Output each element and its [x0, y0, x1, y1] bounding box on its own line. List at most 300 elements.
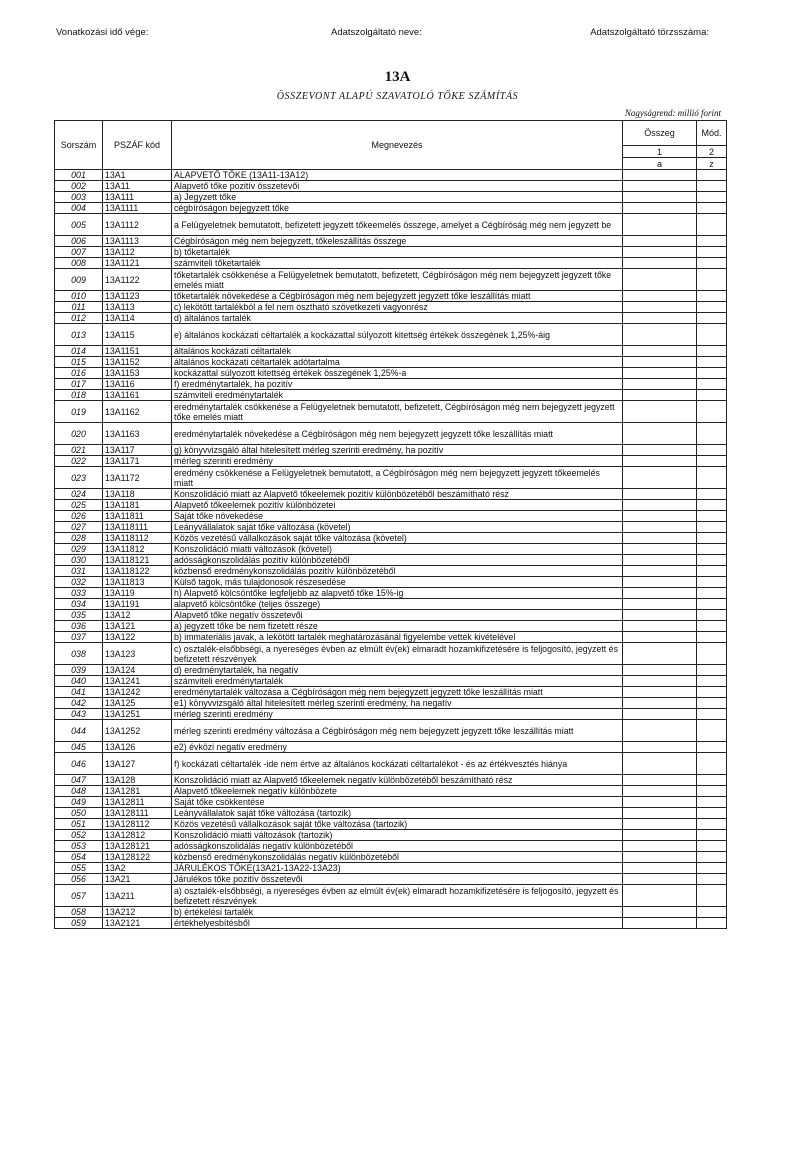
- row-amount-cell[interactable]: [623, 313, 697, 324]
- row-modification-cell[interactable]: [697, 742, 727, 753]
- row-amount-cell[interactable]: [623, 885, 697, 907]
- table-row: [55, 830, 727, 841]
- row-name: Alapvető tőkeelemek pozitív különbözetei: [172, 500, 623, 511]
- row-amount-cell[interactable]: [623, 445, 697, 456]
- row-modification-cell[interactable]: [697, 544, 727, 555]
- row-amount-cell[interactable]: [623, 423, 697, 445]
- table-row: [55, 676, 727, 687]
- row-modification-cell[interactable]: [697, 841, 727, 852]
- row-pszaf-code: 13A11812: [103, 544, 172, 555]
- table-row: [55, 852, 727, 863]
- table-row: [55, 522, 727, 533]
- table-row: [55, 709, 727, 720]
- row-modification-cell[interactable]: [697, 577, 727, 588]
- row-amount-cell[interactable]: [623, 203, 697, 214]
- row-modification-cell[interactable]: [697, 445, 727, 456]
- row-modification-cell[interactable]: [697, 588, 727, 599]
- row-amount-cell[interactable]: [623, 214, 697, 236]
- row-pszaf-code: 13A11811: [103, 511, 172, 522]
- table-row: [55, 269, 727, 291]
- row-number: 055: [55, 863, 103, 874]
- table-row: [55, 775, 727, 786]
- row-name: tőketartalék növekedése a Cégbíróságon még nem bejegyzett jegyzett tőke leszállítás miatt: [172, 291, 623, 302]
- table-row: [55, 621, 727, 632]
- row-modification-cell[interactable]: [697, 401, 727, 423]
- row-pszaf-code: 13A1181: [103, 500, 172, 511]
- row-modification-cell[interactable]: [697, 456, 727, 467]
- row-name: Konszolidáció miatt az Alapvető tőkeelemek pozitív különbözetéből beszámítható rész: [172, 489, 623, 500]
- table-row: [55, 214, 727, 236]
- row-amount-cell[interactable]: [623, 599, 697, 610]
- row-number: 025: [55, 500, 103, 511]
- row-pszaf-code: 13A1153: [103, 368, 172, 379]
- table-row: [55, 247, 727, 258]
- row-modification-cell[interactable]: [697, 863, 727, 874]
- page-header: [56, 27, 709, 41]
- row-modification-cell[interactable]: [697, 632, 727, 643]
- row-name: számviteli eredménytartalék: [172, 676, 623, 687]
- row-modification-cell[interactable]: [697, 874, 727, 885]
- row-amount-cell[interactable]: [623, 742, 697, 753]
- row-amount-cell[interactable]: [623, 346, 697, 357]
- row-name: értékhelyesbítésből: [172, 918, 623, 929]
- row-amount-cell[interactable]: [623, 291, 697, 302]
- row-pszaf-code: 13A212: [103, 907, 172, 918]
- row-pszaf-code: 13A121: [103, 621, 172, 632]
- row-name: Saját tőke csökkentése: [172, 797, 623, 808]
- row-modification-cell[interactable]: [697, 170, 727, 181]
- row-modification-cell[interactable]: [697, 489, 727, 500]
- header-mod-num: 2: [697, 146, 727, 158]
- row-amount-cell[interactable]: [623, 324, 697, 346]
- table-row: [55, 566, 727, 577]
- row-number: 043: [55, 709, 103, 720]
- row-number: 019: [55, 401, 103, 423]
- row-pszaf-code: 13A1252: [103, 720, 172, 742]
- row-modification-cell[interactable]: [697, 368, 727, 379]
- row-amount-cell[interactable]: [623, 357, 697, 368]
- row-modification-cell[interactable]: [697, 808, 727, 819]
- row-amount-cell[interactable]: [623, 588, 697, 599]
- row-number: 006: [55, 236, 103, 247]
- row-pszaf-code: 13A112: [103, 247, 172, 258]
- row-number: 034: [55, 599, 103, 610]
- table-row: [55, 698, 727, 709]
- row-pszaf-code: 13A1151: [103, 346, 172, 357]
- row-name: a) Jegyzett tőke: [172, 192, 623, 203]
- header-mod: Mód.: [697, 121, 727, 146]
- row-name: Konszolidáció miatt az Alapvető tőkeelemek negatív különbözetéből beszámítható rész: [172, 775, 623, 786]
- row-amount-cell[interactable]: [623, 247, 697, 258]
- table-row: [55, 203, 727, 214]
- table-row: [55, 357, 727, 368]
- row-pszaf-code: 13A1112: [103, 214, 172, 236]
- row-name: cégbíróságon bejegyzett tőke: [172, 203, 623, 214]
- row-modification-cell[interactable]: [697, 324, 727, 346]
- header-osszeg-letter: a: [623, 158, 697, 170]
- row-pszaf-code: 13A1172: [103, 467, 172, 489]
- row-number: 037: [55, 632, 103, 643]
- row-modification-cell[interactable]: [697, 291, 727, 302]
- row-name: b) értékelési tartalék: [172, 907, 623, 918]
- row-amount-cell[interactable]: [623, 907, 697, 918]
- table-row: [55, 379, 727, 390]
- row-number: 023: [55, 467, 103, 489]
- row-number: 003: [55, 192, 103, 203]
- table-row: [55, 236, 727, 247]
- table-row: [55, 797, 727, 808]
- row-modification-cell[interactable]: [697, 797, 727, 808]
- row-pszaf-code: 13A115: [103, 324, 172, 346]
- row-pszaf-code: 13A114: [103, 313, 172, 324]
- row-name: számviteli eredménytartalék: [172, 390, 623, 401]
- row-modification-cell[interactable]: [697, 830, 727, 841]
- row-amount-cell[interactable]: [623, 643, 697, 665]
- row-amount-cell[interactable]: [623, 676, 697, 687]
- row-pszaf-code: 13A116: [103, 379, 172, 390]
- row-modification-cell[interactable]: [697, 269, 727, 291]
- table-row: [55, 401, 727, 423]
- row-number: 042: [55, 698, 103, 709]
- row-modification-cell[interactable]: [697, 698, 727, 709]
- table-row: [55, 720, 727, 742]
- row-modification-cell[interactable]: [697, 522, 727, 533]
- row-pszaf-code: 13A111: [103, 192, 172, 203]
- table-row: [55, 368, 727, 379]
- row-name: adósságkonszolidálás pozitív különbözetéből: [172, 555, 623, 566]
- row-modification-cell[interactable]: [697, 599, 727, 610]
- row-pszaf-code: 13A1161: [103, 390, 172, 401]
- row-modification-cell[interactable]: [697, 775, 727, 786]
- row-modification-cell[interactable]: [697, 423, 727, 445]
- header-megnevezes: Megnevezés: [172, 121, 623, 170]
- row-amount-cell[interactable]: [623, 698, 697, 709]
- table-row: [55, 819, 727, 830]
- table-row: [55, 302, 727, 313]
- row-name: Konszolidáció miatti változások (tartozik): [172, 830, 623, 841]
- row-pszaf-code: 13A119: [103, 588, 172, 599]
- row-amount-cell[interactable]: [623, 522, 697, 533]
- row-pszaf-code: 13A2121: [103, 918, 172, 929]
- row-modification-cell[interactable]: [697, 302, 727, 313]
- row-name: általános kockázati céltartalék: [172, 346, 623, 357]
- row-number: 051: [55, 819, 103, 830]
- table-row: [55, 918, 727, 929]
- row-pszaf-code: 13A118: [103, 489, 172, 500]
- row-name: számviteli tőketartalék: [172, 258, 623, 269]
- row-number: 044: [55, 720, 103, 742]
- row-number: 045: [55, 742, 103, 753]
- table-body: [55, 170, 727, 929]
- row-name: d) általános tartalék: [172, 313, 623, 324]
- row-amount-cell[interactable]: [623, 467, 697, 489]
- row-amount-cell[interactable]: [623, 368, 697, 379]
- row-name: c) osztalék-elsőbbségi, a nyereséges évben az elmúlt év(ek) elmaradt hozamkifizetésére is feljogosító, jegyzett és befizetett részvények: [172, 643, 623, 665]
- row-amount-cell[interactable]: [623, 302, 697, 313]
- row-number: 028: [55, 533, 103, 544]
- row-pszaf-code: 13A1163: [103, 423, 172, 445]
- row-pszaf-code: 13A118112: [103, 533, 172, 544]
- row-name: Járulékos tőke pozitív összetevői: [172, 874, 623, 885]
- row-amount-cell[interactable]: [623, 390, 697, 401]
- row-name: Alapvető tőke pozitív összetevői: [172, 181, 623, 192]
- row-pszaf-code: 13A1251: [103, 709, 172, 720]
- row-pszaf-code: 13A12812: [103, 830, 172, 841]
- row-modification-cell[interactable]: [697, 687, 727, 698]
- row-amount-cell[interactable]: [623, 786, 697, 797]
- table-row: [55, 808, 727, 819]
- row-pszaf-code: 13A1113: [103, 236, 172, 247]
- row-amount-cell[interactable]: [623, 918, 697, 929]
- row-name: adósságkonszolidálás negatív különbözetéből: [172, 841, 623, 852]
- row-amount-cell[interactable]: [623, 863, 697, 874]
- row-modification-cell[interactable]: [697, 236, 727, 247]
- row-number: 008: [55, 258, 103, 269]
- row-name: h) Alapvető kölcsöntőke legfeljebb az alapvető tőke 15%-ig: [172, 588, 623, 599]
- row-number: 038: [55, 643, 103, 665]
- row-amount-cell[interactable]: [623, 577, 697, 588]
- row-name: e1) könyvvizsgáló által hitelesített mérleg szerinti eredmény, ha negatív: [172, 698, 623, 709]
- row-amount-cell[interactable]: [623, 500, 697, 511]
- row-modification-cell[interactable]: [697, 709, 727, 720]
- row-pszaf-code: 13A128121: [103, 841, 172, 852]
- table-row: [55, 599, 727, 610]
- row-name: eredmény csökkenése a Felügyeletnek bemutatott, a Cégbíróságon még nem bejegyzett jegyzett tőkeemelés miatt: [172, 467, 623, 489]
- row-number: 050: [55, 808, 103, 819]
- table-row: [55, 687, 727, 698]
- table-row: [55, 885, 727, 907]
- row-amount-cell[interactable]: [623, 841, 697, 852]
- provider-name-label: Adatszolgáltató neve:: [331, 27, 422, 38]
- row-amount-cell[interactable]: [623, 489, 697, 500]
- row-name: közbenső eredménykonszolidálás negatív különbözetéből: [172, 852, 623, 863]
- row-amount-cell[interactable]: [623, 720, 697, 742]
- row-modification-cell[interactable]: [697, 643, 727, 665]
- row-pszaf-code: 13A1121: [103, 258, 172, 269]
- row-number: 029: [55, 544, 103, 555]
- table-row: [55, 346, 727, 357]
- row-amount-cell[interactable]: [623, 192, 697, 203]
- row-amount-cell[interactable]: [623, 511, 697, 522]
- row-amount-cell[interactable]: [623, 379, 697, 390]
- row-modification-cell[interactable]: [697, 346, 727, 357]
- row-pszaf-code: 13A21: [103, 874, 172, 885]
- row-pszaf-code: 13A117: [103, 445, 172, 456]
- row-name: g) könyvvizsgáló által hitelesített mérleg szerinti eredmény, ha pozitív: [172, 445, 623, 456]
- table-row: [55, 632, 727, 643]
- form-title: ÖSSZEVONT ALAPÚ SZAVATOLÓ TŐKE SZÁMÍTÁS: [276, 91, 519, 102]
- row-name: Alapvető tőkeelemek negatív különbözete: [172, 786, 623, 797]
- row-name: e) általános kockázati céltartalék a kockázattal súlyozott kitettség értékek összegének 1,25%-áig: [172, 324, 623, 346]
- row-name: Leányvállalatok saját tőke változása (tartozik): [172, 808, 623, 819]
- row-amount-cell[interactable]: [623, 269, 697, 291]
- row-amount-cell[interactable]: [623, 808, 697, 819]
- table-row: [55, 643, 727, 665]
- row-amount-cell[interactable]: [623, 709, 697, 720]
- row-modification-cell[interactable]: [697, 753, 727, 775]
- row-number: 033: [55, 588, 103, 599]
- row-modification-cell[interactable]: [697, 192, 727, 203]
- row-name: tőketartalék csökkenése a Felügyeletnek bemutatott, befizetett, Cégbíróságon még nem bejegyzett jegyzett tőke emelés miatt: [172, 269, 623, 291]
- table-row: [55, 665, 727, 676]
- table-row: [55, 467, 727, 489]
- row-amount-cell[interactable]: [623, 181, 697, 192]
- row-modification-cell[interactable]: [697, 720, 727, 742]
- row-amount-cell[interactable]: [623, 687, 697, 698]
- row-number: 001: [55, 170, 103, 181]
- row-number: 030: [55, 555, 103, 566]
- table-row: [55, 390, 727, 401]
- row-name: eredménytartalék növekedése a Cégbíróságon még nem bejegyzett jegyzett tőke leszállítás miatt: [172, 423, 623, 445]
- row-amount-cell[interactable]: [623, 258, 697, 269]
- row-amount-cell[interactable]: [623, 665, 697, 676]
- row-modification-cell[interactable]: [697, 918, 727, 929]
- table-row: [55, 258, 727, 269]
- row-name: Konszolidáció miatti változások (követel): [172, 544, 623, 555]
- row-pszaf-code: 13A1242: [103, 687, 172, 698]
- row-modification-cell[interactable]: [697, 258, 727, 269]
- row-number: 011: [55, 302, 103, 313]
- row-name: Külső tagok, más tulajdonosok részesedése: [172, 577, 623, 588]
- row-name: e2) évközi negatív eredmény: [172, 742, 623, 753]
- row-number: 046: [55, 753, 103, 775]
- row-amount-cell[interactable]: [623, 544, 697, 555]
- row-modification-cell[interactable]: [697, 665, 727, 676]
- row-modification-cell[interactable]: [697, 390, 727, 401]
- row-amount-cell[interactable]: [623, 456, 697, 467]
- row-pszaf-code: 13A126: [103, 742, 172, 753]
- header-osszeg-num: 1: [623, 146, 697, 158]
- row-name: Leányvállalatok saját tőke változása (követel): [172, 522, 623, 533]
- row-name: általános kockázati céltartalék adótartalma: [172, 357, 623, 368]
- table-row: [55, 445, 727, 456]
- row-amount-cell[interactable]: [623, 170, 697, 181]
- row-modification-cell[interactable]: [697, 511, 727, 522]
- row-number: 017: [55, 379, 103, 390]
- row-modification-cell[interactable]: [697, 500, 727, 511]
- row-name: alapvető kölcsöntőke (teljes összege): [172, 599, 623, 610]
- row-number: 018: [55, 390, 103, 401]
- row-amount-cell[interactable]: [623, 621, 697, 632]
- row-modification-cell[interactable]: [697, 852, 727, 863]
- table-row: [55, 841, 727, 852]
- row-number: 031: [55, 566, 103, 577]
- row-number: 039: [55, 665, 103, 676]
- row-modification-cell[interactable]: [697, 467, 727, 489]
- row-amount-cell[interactable]: [623, 852, 697, 863]
- row-modification-cell[interactable]: [697, 214, 727, 236]
- row-pszaf-code: 13A127: [103, 753, 172, 775]
- row-amount-cell[interactable]: [623, 632, 697, 643]
- row-modification-cell[interactable]: [697, 819, 727, 830]
- row-modification-cell[interactable]: [697, 885, 727, 907]
- row-modification-cell[interactable]: [697, 247, 727, 258]
- row-number: 040: [55, 676, 103, 687]
- row-modification-cell[interactable]: [697, 313, 727, 324]
- row-modification-cell[interactable]: [697, 786, 727, 797]
- row-pszaf-code: 13A1281: [103, 786, 172, 797]
- table-row: [55, 489, 727, 500]
- row-number: 012: [55, 313, 103, 324]
- row-modification-cell[interactable]: [697, 181, 727, 192]
- row-pszaf-code: 13A11813: [103, 577, 172, 588]
- row-number: 032: [55, 577, 103, 588]
- row-number: 027: [55, 522, 103, 533]
- row-number: 058: [55, 907, 103, 918]
- row-pszaf-code: 13A128: [103, 775, 172, 786]
- row-modification-cell[interactable]: [697, 555, 727, 566]
- row-modification-cell[interactable]: [697, 621, 727, 632]
- table-row: [55, 511, 727, 522]
- table-row: [55, 742, 727, 753]
- form-code: 13A: [384, 69, 411, 85]
- row-pszaf-code: 13A1: [103, 170, 172, 181]
- row-modification-cell[interactable]: [697, 203, 727, 214]
- row-amount-cell[interactable]: [623, 555, 697, 566]
- row-amount-cell[interactable]: [623, 819, 697, 830]
- header-sorszam: Sorszám: [55, 121, 103, 170]
- row-modification-cell[interactable]: [697, 533, 727, 544]
- header-osszeg: Összeg: [623, 121, 697, 146]
- row-pszaf-code: 13A1171: [103, 456, 172, 467]
- row-number: 049: [55, 797, 103, 808]
- row-amount-cell[interactable]: [623, 753, 697, 775]
- row-amount-cell[interactable]: [623, 566, 697, 577]
- row-modification-cell[interactable]: [697, 566, 727, 577]
- row-amount-cell[interactable]: [623, 401, 697, 423]
- table-row: [55, 786, 727, 797]
- row-name: b) tőketartalék: [172, 247, 623, 258]
- table-row: [55, 533, 727, 544]
- row-amount-cell[interactable]: [623, 830, 697, 841]
- table-row: [55, 555, 727, 566]
- row-name: d) eredménytartalék, ha negatív: [172, 665, 623, 676]
- row-pszaf-code: 13A123: [103, 643, 172, 665]
- row-amount-cell[interactable]: [623, 610, 697, 621]
- row-pszaf-code: 13A1122: [103, 269, 172, 291]
- row-number: 015: [55, 357, 103, 368]
- row-amount-cell[interactable]: [623, 797, 697, 808]
- row-amount-cell[interactable]: [623, 533, 697, 544]
- row-pszaf-code: 13A118111: [103, 522, 172, 533]
- row-modification-cell[interactable]: [697, 676, 727, 687]
- row-amount-cell[interactable]: [623, 874, 697, 885]
- row-name: mérleg szerinti eredmény: [172, 709, 623, 720]
- row-pszaf-code: 13A12811: [103, 797, 172, 808]
- row-number: 052: [55, 830, 103, 841]
- table-row: [55, 500, 727, 511]
- row-number: 059: [55, 918, 103, 929]
- table-row: [55, 577, 727, 588]
- row-modification-cell[interactable]: [697, 357, 727, 368]
- row-number: 048: [55, 786, 103, 797]
- row-pszaf-code: 13A1152: [103, 357, 172, 368]
- row-pszaf-code: 13A128111: [103, 808, 172, 819]
- table-row: [55, 181, 727, 192]
- row-name: mérleg szerinti eredmény: [172, 456, 623, 467]
- row-number: 054: [55, 852, 103, 863]
- row-modification-cell[interactable]: [697, 610, 727, 621]
- row-number: 053: [55, 841, 103, 852]
- row-name: f) kockázati céltartalék -ide nem értve az általános kockázati céltartalékot - és az értékvesztés hiánya: [172, 753, 623, 775]
- row-number: 002: [55, 181, 103, 192]
- row-number: 041: [55, 687, 103, 698]
- row-modification-cell[interactable]: [697, 379, 727, 390]
- row-amount-cell[interactable]: [623, 775, 697, 786]
- row-amount-cell[interactable]: [623, 236, 697, 247]
- row-modification-cell[interactable]: [697, 907, 727, 918]
- capital-table: [54, 120, 727, 929]
